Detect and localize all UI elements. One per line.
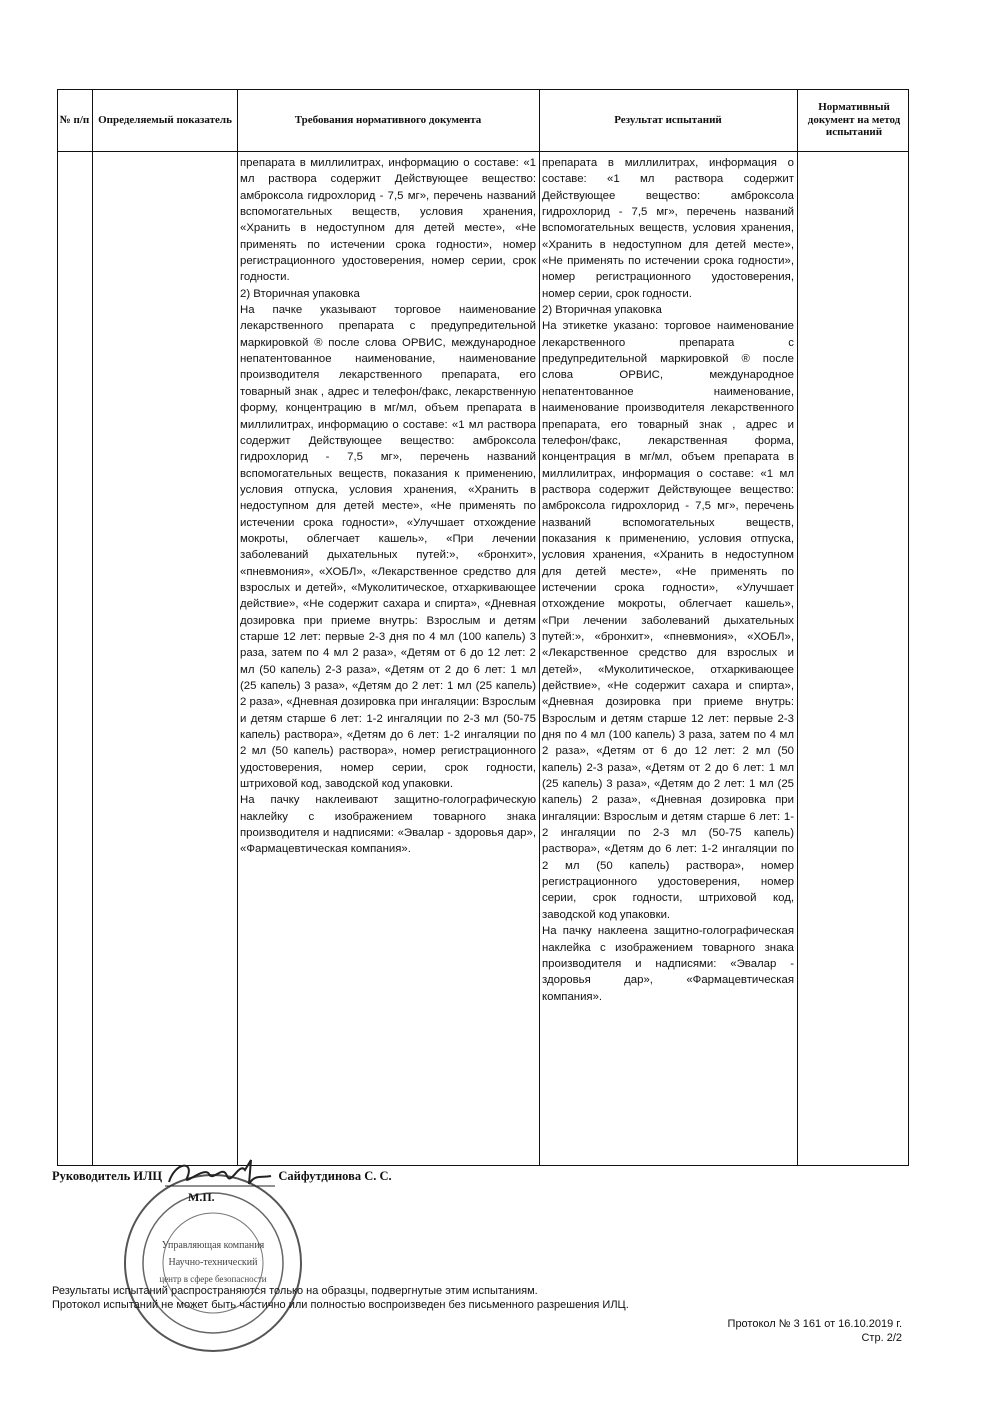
- col-line-1: [92, 89, 93, 1166]
- col-line-2: [237, 89, 238, 1166]
- stamp-line-1: Управляющая компания: [161, 1240, 265, 1251]
- requirements-paragraph: препарата в миллилитрах, информацию о составе: «1 мл раствора содержит Действующее вещество: амброксола гидрохлорид - 7,5 мг», перечень названий вспомогательных веществ, условия хранения, «Хранить в недоступном для детей месте», «Не применять по истечении срока годности», номер регистрационного удостоверения, номер серии, срок годности.: [240, 157, 536, 284]
- result-text: [542, 155, 794, 1005]
- requirements-paragraph: На пачку наклеивают защитно-голографическую наклейку с изображением товарного знака производителя и надписями: «Эвалар - здоровья дар», «Фармацевтическая компания».: [240, 794, 536, 856]
- signature-name: Сайфутдинова С. С.: [278, 1169, 392, 1183]
- col-line-3: [539, 89, 540, 1166]
- result-paragraph: На этикетке указано: торговое наименование лекарственного препарата с предупредительной маркировкой ® после слова ОРВИС, международное непатентованное наименование, наименование производителя лекарственного препарата, его товарный знак , адрес и телефон/факс, лекарственная форма, концентрация в мг/мл, объем препарата в миллилитрах, информация о составе: «1 мл раствора содержит Действующее вещество: амброксола гидрохлорид - 7,5 мг», перечень названий вспомогательных веществ, показания к применению, условия отпуска, условия хранения, «Хранить в недоступном для детей месте», «Не применять по истечении срока годности», «Улучшает отхождение мокроты, облегчает кашель», «При лечении заболеваний дыхательных путей:», «бронхит», «пневмония», «ХОБЛ», «Лекарственное средство для взрослых и детей», «Муколитическое, отхаркивающее действие», «Не содержит сахара и спирта», «Дневная дозировка при приеме внутрь: Взрослым и детям старше 12 лет: первые 2-3 дня по 4 мл (100 капель) 3 раза, затем по 4 мл 2 раза», «Детям от 6 до 12 лет: 2 мл (50 капель) 2-3 раза», «Детям от 2 до 6 лет: 1 мл (25 капель) 3 раза», «Детям до 2 лет: 1 мл (25 капель) 2 раза», «Дневная дозировка при ингаляции: Взрослым и детям старше 6 лет: 1-2 ингаляции по 2-3 мл (50-75 капель) раствора», «Детям до 6 лет: 1-2 ингаляции по 2 мл (50 капель) раствора», номер регистрационного удостоверения, номер серии, срок годности, штриховой код, заводской код упаковки.: [542, 320, 794, 921]
- col-line-0: [57, 89, 58, 1166]
- requirements-paragraph: 2) Вторичная упаковка: [240, 287, 360, 300]
- handwritten-signature: [165, 1156, 275, 1192]
- col-line-4: [797, 89, 798, 1166]
- header-method: Нормативный документ на метод испытаний: [807, 101, 901, 139]
- requirements-paragraph: На пачке указывают торговое наименование лекарственного препарата с предупредительной маркировкой ® после слова ОРВИС, международное непатентованное наименование, наименование производителя лекарственного препарата, его товарный знак , адрес и телефон/факс, лекарственную форму, концентрацию в мг/мл, объем препарата в миллилитрах, информацию о составе: «1 мл раствора содержит Действующее вещество: амброксола гидрохлорид - 7,5 мг», перечень названий вспомогательных веществ, показания к применению, условия отпуска, условия хранения, «Хранить в недоступном для детей месте», «Не применять по истечении срока годности», «Улучшает отхождение мокроты, облегчает кашель», «При лечении заболеваний дыхательных путей:», «бронхит», «пневмония», «ХОБЛ», «Лекарственное средство для взрослых и детей», «Муколитическое, отхаркивающее действие», «Не содержит сахара и спирта», «Дневная дозировка при приеме внутрь: Взрослым и детям старше 12 лет: первые 2-3 дня по 4 мл (100 капель) 3 раза, затем по 4 мл 2 раза», «Детям от 6 до 12 лет: 2 мл (50 капель) 2-3 раза», «Детям от 2 до 6 лет: 1 мл (25 капель) 3 раза», «Детям до 2 лет: 1 мл (25 капель) 2 раза», «Дневная дозировка при ингаляции: Взрослым и детям старше 6 лет: 1-2 ингаляции по 2-3 мл (50-75 капель) раствора», «Детям до 6 лет: 1-2 ингаляции по 2 мл (50 капель) раствора», номер регистрационного удостоверения, номер серии, срок годности, штриховой код, заводской код упаковки.: [240, 304, 537, 791]
- footer-note-1: Результаты испытаний распространяются только на образцы, подвергнутые этим испытаниям.: [52, 1285, 538, 1297]
- result-paragraph: препарата в миллилитрах, информация о составе: «1 мл раствора содержит Действующее вещество: амброксола гидрохлорид - 7,5 мг», перечень названий вспомогательных веществ, условия хранения, «Хранить в недоступном для детей месте», «Не применять по истечении срока годности», номер регистрационного удостоверения, номер серии, срок годности.: [542, 157, 794, 300]
- col-line-5: [908, 89, 909, 1166]
- result-paragraph: На пачку наклеена защитно-голографическая наклейка с изображением товарного знака производителя и надписями: «Эвалар - здоровья дар», «Фармацевтическая компания».: [542, 925, 794, 1003]
- requirements-text: [240, 155, 536, 858]
- result-paragraph: 2) Вторичная упаковка: [542, 304, 662, 317]
- stamp-line-3: центр в сфере безопасности: [159, 1274, 267, 1284]
- header-indicator: Определяемый показатель: [98, 113, 232, 126]
- mp-label: М.П.: [188, 1190, 215, 1204]
- signature-role: Руководитель ИЛЦ: [52, 1169, 163, 1183]
- protocol-number: Протокол № 3 161 от 16.10.2019 г.: [727, 1318, 902, 1330]
- results-table: [57, 89, 909, 1166]
- page-number: Стр. 2/2: [861, 1332, 902, 1344]
- header-requirements: Требования нормативного документа: [294, 113, 482, 126]
- header-divider: [57, 151, 909, 152]
- footer-note-2: Протокол испытаний не может быть частично или полностью воспроизведен без письменного разрешения ИЛЦ.: [52, 1299, 629, 1311]
- header-num: № п/п: [59, 113, 90, 126]
- signature-block: [52, 1156, 392, 1192]
- header-result: Результат испытаний: [614, 113, 722, 126]
- stamp-line-2: Научно-технический: [168, 1257, 258, 1268]
